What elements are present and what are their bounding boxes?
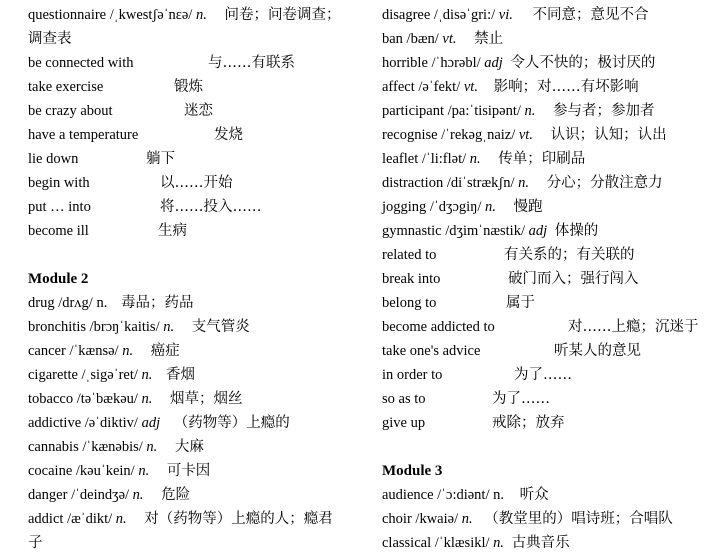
vocab-entry bbox=[28, 291, 358, 315]
entry-meaning: （教堂里的）唱诗班；合唱队 bbox=[484, 511, 673, 527]
entry-meaning: 为了…… bbox=[492, 391, 550, 407]
vocab-entry bbox=[28, 387, 358, 411]
entry-term: questionnaire /ˌkwestʃəˈnɛə/ bbox=[28, 7, 193, 23]
entry-term: take exercise bbox=[28, 79, 104, 95]
vocab-entry bbox=[28, 507, 358, 531]
vocab-entry bbox=[382, 243, 718, 267]
entry-pos: n. bbox=[461, 511, 473, 527]
vocab-entry bbox=[28, 99, 358, 123]
entry-meaning: 香烟 bbox=[166, 367, 196, 383]
vocab-entry bbox=[28, 171, 358, 195]
vocab-entry bbox=[28, 147, 358, 171]
entry-term: put … into bbox=[28, 199, 91, 215]
vocab-entry bbox=[382, 171, 718, 195]
entry-term: leaflet /ˈli:flət/ bbox=[382, 151, 467, 167]
vocab-entry bbox=[28, 435, 358, 459]
entry-meaning: 属于 bbox=[506, 295, 535, 311]
vocab-entry bbox=[28, 363, 358, 387]
vocab-entry bbox=[28, 123, 358, 147]
entry-term: cocaine /kəuˈkein/ bbox=[28, 463, 135, 479]
vocab-entry bbox=[28, 411, 358, 435]
entry-term: lie down bbox=[28, 151, 79, 167]
entry-meaning: 禁止 bbox=[474, 31, 504, 47]
right-column bbox=[382, 3, 718, 555]
entry-pos: vt. bbox=[463, 79, 478, 95]
entry-term: distraction /diˈstrækʃn/ bbox=[382, 175, 515, 191]
entry-meaning: 认识；认知；认出 bbox=[550, 127, 667, 143]
entry-pos: vt. bbox=[442, 31, 457, 47]
vocab-entry bbox=[382, 387, 718, 411]
entry-term: classical /ˈklæsikl/ bbox=[382, 535, 490, 551]
entry-pos: n. bbox=[146, 439, 158, 455]
vocab-entry bbox=[28, 219, 358, 243]
entry-term: participant /pa:ˈtisipənt/ bbox=[382, 103, 521, 119]
entry-term: tobacco /təˈbækəu/ bbox=[28, 391, 138, 407]
entry-pos: n. bbox=[485, 199, 496, 215]
vocab-entry bbox=[28, 315, 358, 339]
entry-pos: n. bbox=[518, 175, 529, 191]
vocab-entry bbox=[28, 195, 358, 219]
entry-meaning: 慢跑 bbox=[513, 199, 543, 215]
entry-pos: n. bbox=[122, 343, 134, 359]
vocab-entry bbox=[28, 339, 358, 363]
entry-term: in order to bbox=[382, 367, 443, 383]
entry-pos: n. bbox=[524, 103, 536, 119]
entry-pos: adj bbox=[141, 415, 161, 431]
entry-meaning: 烟草；烟丝 bbox=[170, 391, 243, 407]
entry-meaning: 不同意；意见不合 bbox=[532, 7, 649, 23]
entry-meaning: 参与者；参加者 bbox=[553, 103, 655, 119]
entry-term: become addicted to bbox=[382, 319, 495, 335]
entry-meaning: 癌症 bbox=[150, 343, 180, 359]
vocab-entry bbox=[382, 339, 718, 363]
entry-pos: adj bbox=[484, 55, 503, 71]
entry-term: addict /æˈdikt/ bbox=[28, 511, 113, 527]
entry-term: be crazy about bbox=[28, 103, 113, 119]
entry-pos: n. bbox=[138, 463, 150, 479]
vocab-entry bbox=[382, 27, 718, 51]
entry-meaning: 大麻 bbox=[174, 439, 204, 455]
entry-pos: n. bbox=[141, 367, 153, 383]
vocab-entry bbox=[382, 51, 718, 75]
entry-meaning: 将……投入…… bbox=[160, 199, 262, 215]
entry-term: gymnastic /dʒimˈnæstik/ bbox=[382, 223, 525, 239]
vocab-entry-continuation bbox=[28, 531, 358, 555]
entry-term: be connected with bbox=[28, 55, 134, 71]
entry-term: disagree /ˌdisəˈgri:/ bbox=[382, 7, 496, 23]
entry-term: horrible /ˈhɔrəbl/ bbox=[382, 55, 481, 71]
vocab-entry bbox=[382, 315, 718, 339]
entry-term: bronchitis /brɔŋˈkaitis/ bbox=[28, 319, 160, 335]
vocab-entry bbox=[382, 147, 718, 171]
entry-meaning: 有关系的；有关联的 bbox=[504, 247, 635, 263]
entry-pos: n. bbox=[469, 151, 481, 167]
entry-meaning: 对（药物等）上瘾的人；瘾君 bbox=[144, 511, 333, 527]
entry-meaning: 破门而入；强行闯入 bbox=[508, 271, 639, 287]
entry-pos: vi. bbox=[498, 7, 513, 23]
entry-term: belong to bbox=[382, 295, 437, 311]
vocab-entry bbox=[382, 483, 718, 507]
vocab-entry bbox=[382, 363, 718, 387]
entry-meaning: 迷恋 bbox=[184, 103, 213, 119]
module-heading: Module 2 bbox=[28, 271, 89, 287]
entry-meaning: 锻炼 bbox=[174, 79, 203, 95]
vocab-entry bbox=[382, 267, 718, 291]
vocab-entry bbox=[382, 411, 718, 435]
entry-meaning: 毒品；药品 bbox=[120, 295, 194, 311]
entry-meaning: 可卡因 bbox=[166, 463, 211, 479]
entry-pos: n. bbox=[163, 319, 175, 335]
entry-meaning: 听众 bbox=[519, 487, 549, 503]
vocab-entry bbox=[382, 195, 718, 219]
entry-meaning: 与……有联系 bbox=[208, 55, 295, 71]
vocab-entry bbox=[382, 75, 718, 99]
vocab-entry bbox=[28, 3, 358, 27]
entry-meaning: 传单；印刷品 bbox=[498, 151, 586, 167]
entry-meaning: 戒除；放弃 bbox=[492, 415, 565, 431]
entry-term: recognise /ˈrekəgˌnaiz/ bbox=[382, 127, 516, 143]
vocab-entry-continuation bbox=[28, 27, 358, 51]
entry-pos: n. bbox=[96, 295, 108, 311]
entry-term: have a temperature bbox=[28, 127, 139, 143]
vocab-entry bbox=[382, 3, 718, 27]
entry-meaning: 发烧 bbox=[214, 127, 243, 143]
entry-term: take one's advice bbox=[382, 343, 481, 359]
entry-term: give up bbox=[382, 415, 426, 431]
entry-meaning: 躺下 bbox=[146, 151, 175, 167]
entry-meaning: 听某人的意见 bbox=[554, 343, 641, 359]
vocab-entry bbox=[28, 459, 358, 483]
entry-meaning: 危险 bbox=[161, 487, 191, 503]
vocab-entry bbox=[382, 219, 718, 243]
entry-term: ban /bæn/ bbox=[382, 31, 439, 47]
entry-meaning: 问卷；问卷调查； bbox=[224, 7, 341, 23]
entry-meaning: 支气管炎 bbox=[191, 319, 250, 335]
vocab-entry bbox=[28, 75, 358, 99]
entry-meaning: 以……开始 bbox=[160, 175, 233, 191]
entry-term: addictive /əˈdiktiv/ bbox=[28, 415, 138, 431]
entry-term: danger /ˈdeindʒə/ bbox=[28, 487, 130, 503]
entry-pos: n. bbox=[132, 487, 144, 503]
entry-term: cigarette /ˌsigəˈret/ bbox=[28, 367, 138, 383]
vocab-entry bbox=[28, 51, 358, 75]
entry-term: so as to bbox=[382, 391, 426, 407]
entry-meaning: 令人不快的；极讨厌的 bbox=[510, 55, 656, 71]
entry-meaning: 分心；分散注意力 bbox=[546, 175, 663, 191]
entry-term: affect /əˈfekt/ bbox=[382, 79, 461, 95]
entry-pos: vt. bbox=[518, 127, 533, 143]
module-heading: Module 3 bbox=[382, 463, 443, 479]
vocab-entry bbox=[382, 291, 718, 315]
entry-term: begin with bbox=[28, 175, 90, 191]
entry-meaning-cont: 调查表 bbox=[28, 31, 72, 47]
entry-pos: n. bbox=[493, 535, 505, 551]
entry-meaning: （药物等）上瘾的 bbox=[173, 415, 290, 431]
entry-term: cancer /ˈkænsə/ bbox=[28, 343, 119, 359]
entry-meaning-cont: 子 bbox=[28, 535, 43, 551]
entry-meaning: 生病 bbox=[158, 223, 187, 239]
entry-pos: n. bbox=[141, 391, 153, 407]
vocab-entry bbox=[382, 507, 718, 531]
vocab-entry bbox=[382, 531, 718, 555]
entry-term: drug /drʌg/ bbox=[28, 295, 93, 311]
entry-pos: adj bbox=[528, 223, 548, 239]
entry-pos: n. bbox=[115, 511, 127, 527]
entry-meaning: 影响；对……有坏影响 bbox=[493, 79, 639, 95]
entry-term: jogging /ˈdʒɔgiŋ/ bbox=[382, 199, 482, 215]
vocab-entry bbox=[382, 99, 718, 123]
vocab-entry bbox=[28, 483, 358, 507]
left-column bbox=[28, 3, 358, 555]
entry-meaning: 古典音乐 bbox=[511, 535, 570, 551]
entry-term: audience /ˈɔ:diənt/ bbox=[382, 487, 490, 503]
entry-meaning: 对……上瘾；沉迷于 bbox=[568, 319, 699, 335]
entry-term: break into bbox=[382, 271, 441, 287]
entry-meaning: 为了…… bbox=[514, 367, 572, 383]
entry-pos: n. bbox=[195, 7, 207, 23]
entry-term: related to bbox=[382, 247, 437, 263]
entry-term: choir /kwaiə/ bbox=[382, 511, 459, 527]
entry-term: become ill bbox=[28, 223, 89, 239]
vocab-entry bbox=[382, 123, 718, 147]
entry-meaning: 体操的 bbox=[554, 223, 599, 239]
entry-term: cannabis /ˈkænəbis/ bbox=[28, 439, 143, 455]
entry-pos: n. bbox=[493, 487, 504, 503]
